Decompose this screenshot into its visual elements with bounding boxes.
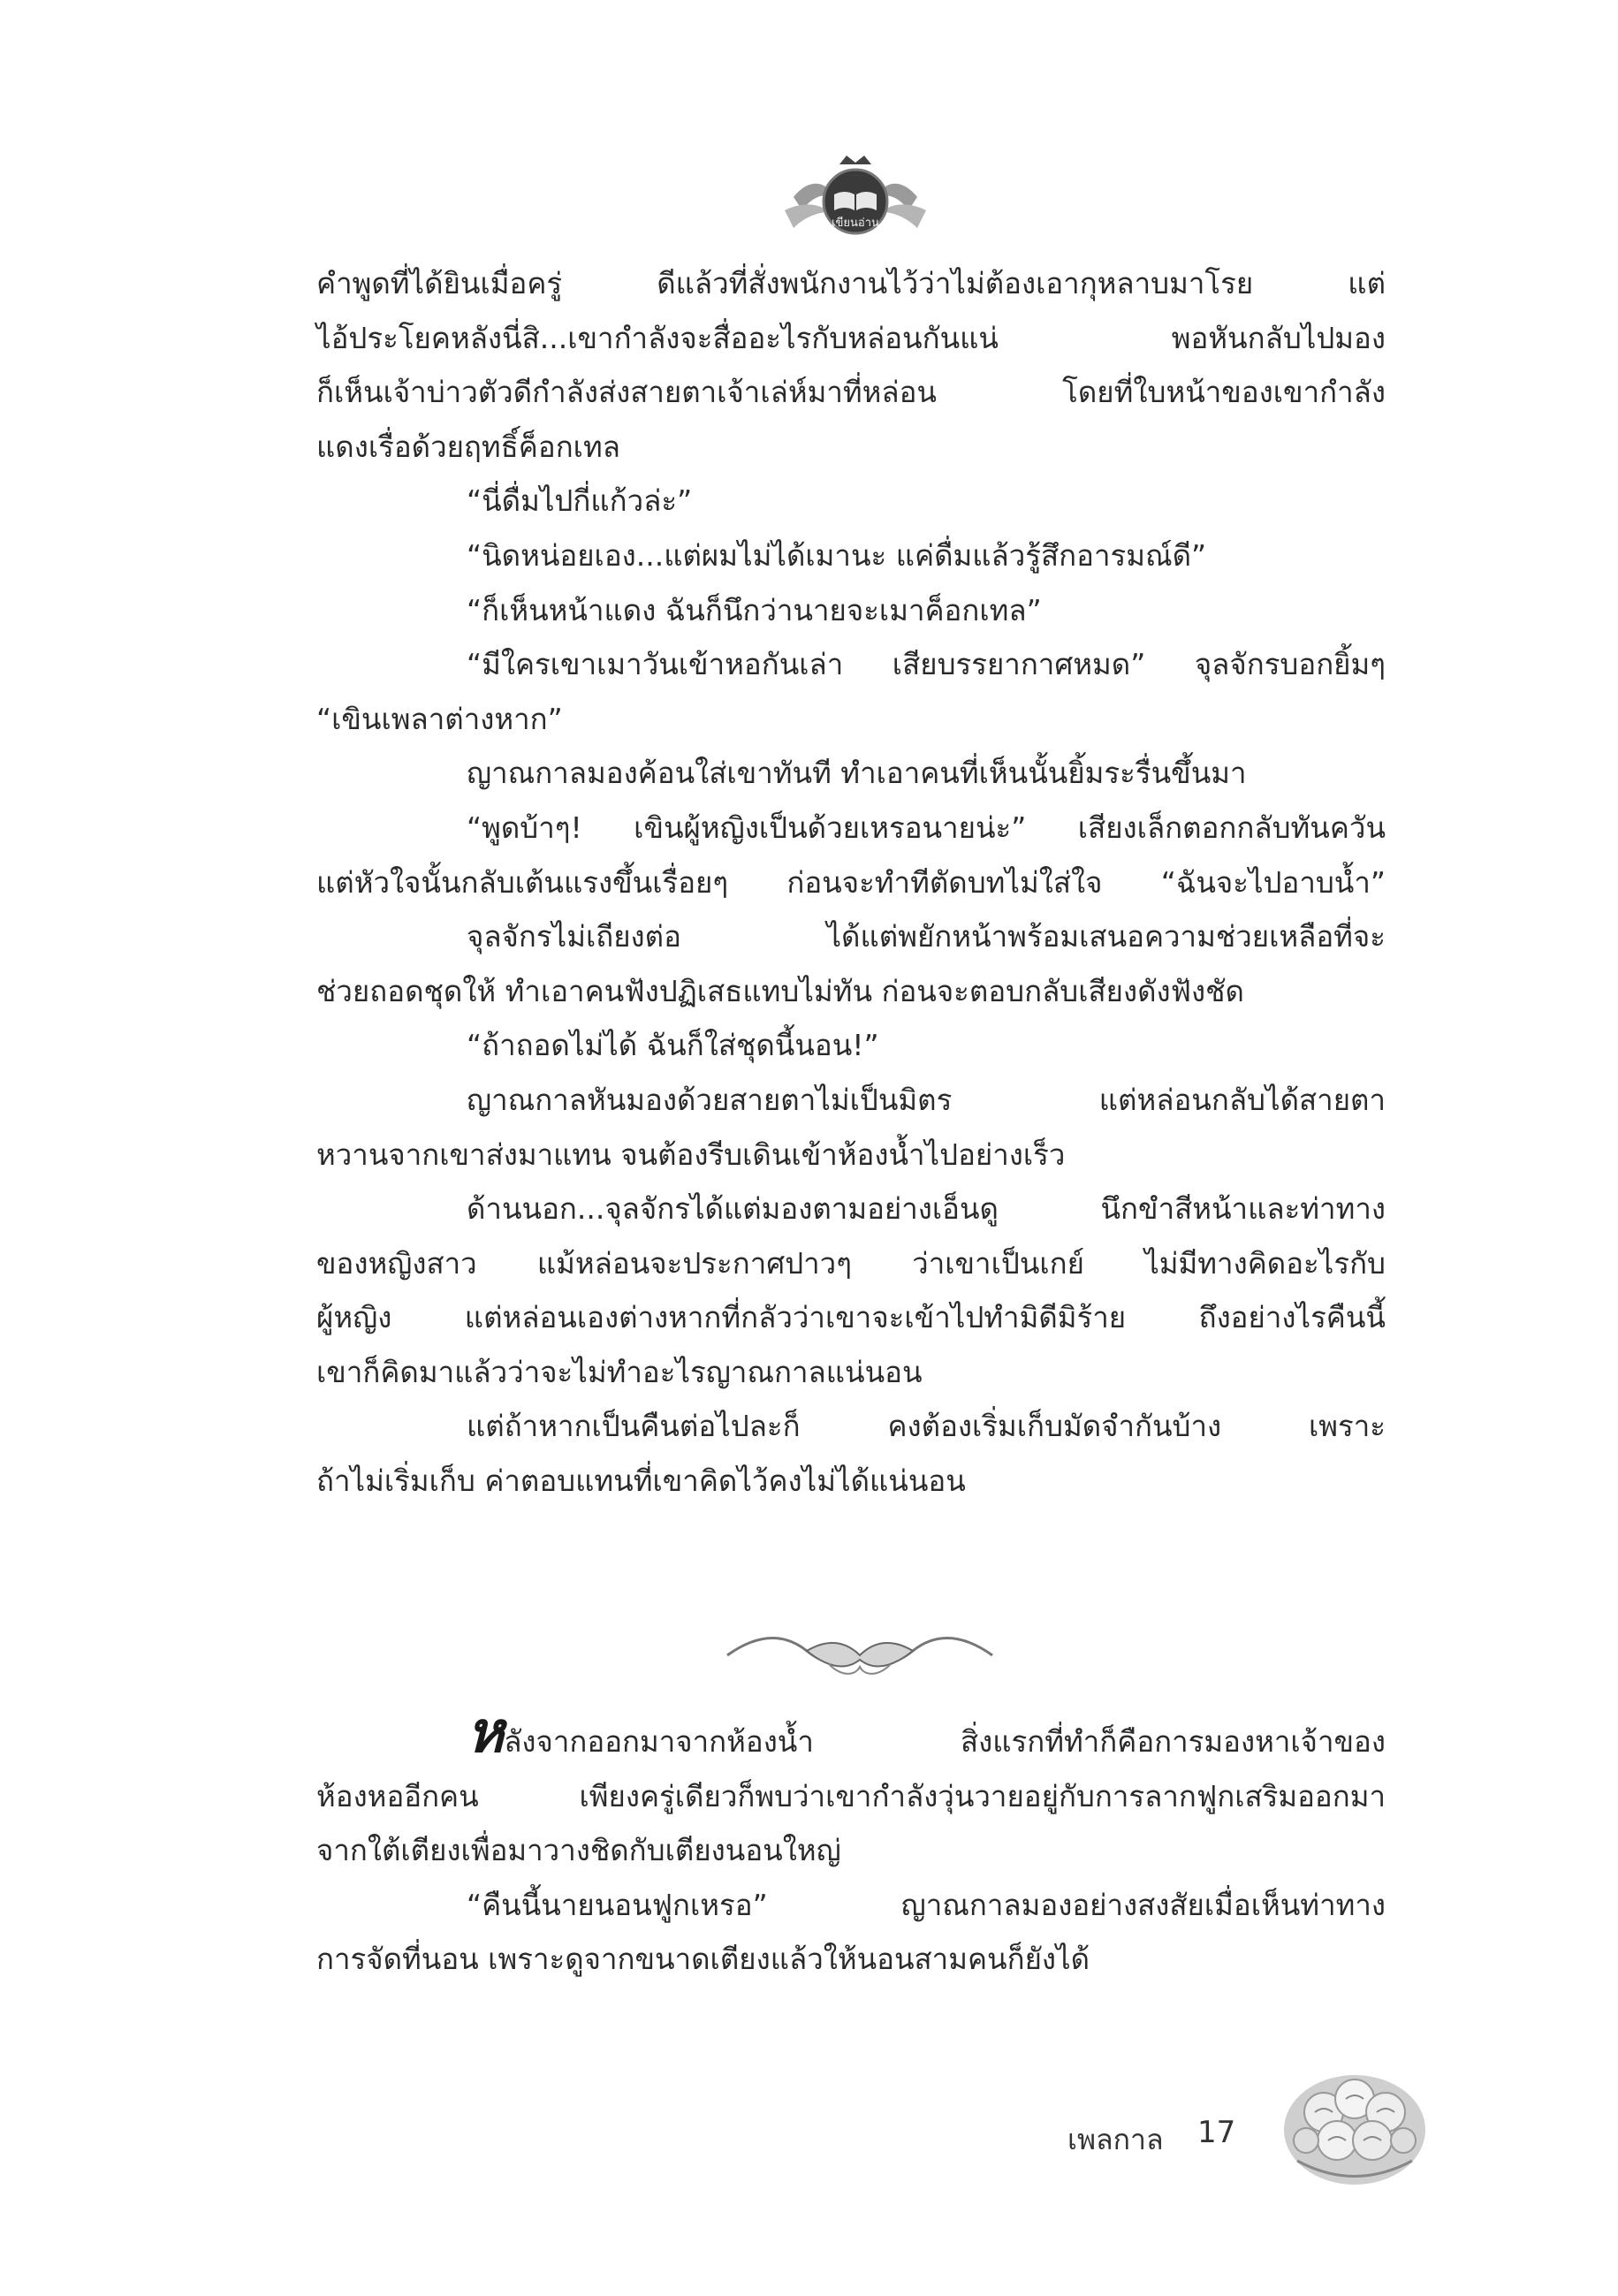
drop-cap: ห: [467, 1699, 505, 1766]
paragraph-line: ไอ้ประโยคหลังนี่สิ...เขากำลังจะสื่ออะไรกับหล่อนกันแน่ พอหันกลับไปมอง: [316, 320, 1386, 355]
paragraph-line: ถ้าไม่เริ่มเก็บ ค่าตอบแทนที่เขาคิดไว้คงไม่ได้แน่นอน: [316, 1464, 966, 1499]
book-emblem-icon: [776, 148, 935, 246]
paragraph-line: ช่วยถอดชุดให้ ทำเอาคนฟังปฏิเสธแทบไม่ทัน ก่อนจะตอบกลับเสียงดังฟังชัด: [316, 973, 1244, 1008]
paragraph-line: จุลจักรไม่เถียงต่อ ได้แต่พยักหน้าพร้อมเสนอความช่วยเหลือที่จะ: [467, 919, 1386, 954]
dialogue-line: “นี่ดื่มไปกี่แก้วล่ะ”: [467, 483, 693, 519]
paragraph-line: หวานจากเขาส่งมาแทน จนต้องรีบเดินเข้าห้องน้ำไปอย่างเร็ว: [316, 1137, 1066, 1172]
logo-text: เขียนอ่าน: [832, 217, 879, 230]
rose-bouquet-icon: [1280, 2059, 1430, 2192]
dialogue-line: “เขินเพลาต่างหาก”: [316, 701, 563, 736]
section-two-text: [316, 1699, 1386, 1987]
dialogue-line: “มีใครเขาเมาวันเข้าหอกันเล่า เสียบรรยากาศหมด” จุลจักรบอกยิ้มๆ: [467, 647, 1386, 682]
paragraph-line: ก็เห็นเจ้าบ่าวตัวดีกำลังส่งสายตาเจ้าเล่ห์มาที่หล่อน โดยที่ใบหน้าของเขากำลัง: [316, 375, 1386, 410]
paragraph-line: [316, 1699, 1386, 1769]
dialogue-line: “ถ้าถอดไม่ได้ ฉันก็ใส่ชุดนี้นอน!”: [467, 1028, 879, 1063]
paragraph-line: ผู้หญิง แต่หล่อนเองต่างหากที่กลัวว่าเขาจะเข้าไปทำมิดีมิร้าย ถึงอย่างไรคืนนี้: [316, 1300, 1386, 1335]
page-number: 17: [1197, 2115, 1236, 2150]
paragraph-line: ของหญิงสาว แม้หล่อนจะประกาศปาวๆ ว่าเขาเป็นเกย์ ไม่มีทางคิดอะไรกับ: [316, 1245, 1386, 1281]
ribbon-flourish-icon: [723, 1624, 997, 1686]
paragraph-line: เขาก็คิดมาแล้วว่าจะไม่ทำอะไรญาณกาลแน่นอน: [316, 1354, 923, 1389]
dialogue-line: “พูดบ้าๆ! เขินผู้หญิงเป็นด้วยเหรอนายน่ะ” เสียงเล็กตอกกลับทันควัน: [467, 810, 1386, 845]
paragraph-line: คำพูดที่ได้ยินเมื่อครู่ ดีแล้วที่สั่งพนักงานไว้ว่าไม่ต้องเอากุหลาบมาโรย แต่: [316, 266, 1386, 300]
paragraph-line-text: ลังจากออกมาจากห้องน้ำ สิ่งแรกที่ทำก็คือการมองหาเจ้าของ: [504, 1724, 1386, 1759]
dialogue-line: “นิดหน่อยเอง...แต่ผมไม่ได้เมานะ แค่ดื่มแล้วรู้สึกอารมณ์ดี”: [467, 537, 1207, 573]
book-title-footer: เพลกาล: [1067, 2123, 1164, 2156]
paragraph-line: ด้านนอก...จุลจักรได้แต่มองตามอย่างเอ็นดู นึกขำสีหน้าและท่าทาง: [467, 1191, 1386, 1227]
paragraph-line: ญาณกาลหันมองด้วยสายตาไม่เป็นมิตร แต่หล่อนกลับได้สายตา: [467, 1082, 1386, 1117]
paragraph-line: ห้องหออีกคน เพียงครู่เดียวก็พบว่าเขากำลังวุ่นวายอยู่กับการลากฟูกเสริมออกมา: [316, 1778, 1386, 1813]
paragraph-line: จากใต้เตียงเพื่อมาวางชิดกับเตียงนอนใหญ่: [316, 1833, 841, 1868]
paragraph-line: การจัดที่นอน เพราะดูจากขนาดเตียงแล้วให้นอนสามคนก็ยังได้: [316, 1942, 1090, 1977]
dialogue-line: “คืนนี้นายนอนฟูกเหรอ” ญาณกาลมองอย่างสงสัยเมื่อเห็นท่าทาง: [467, 1887, 1386, 1922]
paragraph-line: ญาณกาลมองค้อนใส่เขาทันที ทำเอาคนที่เห็นนั้นยิ้มระรื่นขึ้นมา: [467, 756, 1247, 791]
paragraph-line: แต่ถ้าหากเป็นคืนต่อไปละก็ คงต้องเริ่มเก็บมัดจำกันบ้าง เพราะ: [467, 1409, 1386, 1444]
paragraph-line: แดงเรื่อด้วยฤทธิ์ค็อกเทล: [316, 429, 620, 464]
paragraph-line: แต่หัวใจนั้นกลับเต้นแรงขึ้นเรื่อยๆ ก่อนจะทำทีตัดบทไม่ใส่ใจ “ฉันจะไปอาบน้ำ”: [316, 864, 1386, 900]
body-text: [316, 256, 1386, 1509]
dialogue-line: “ก็เห็นหน้าแดง ฉันก็นึกว่านายจะเมาค็อกเทล”: [467, 592, 1042, 627]
